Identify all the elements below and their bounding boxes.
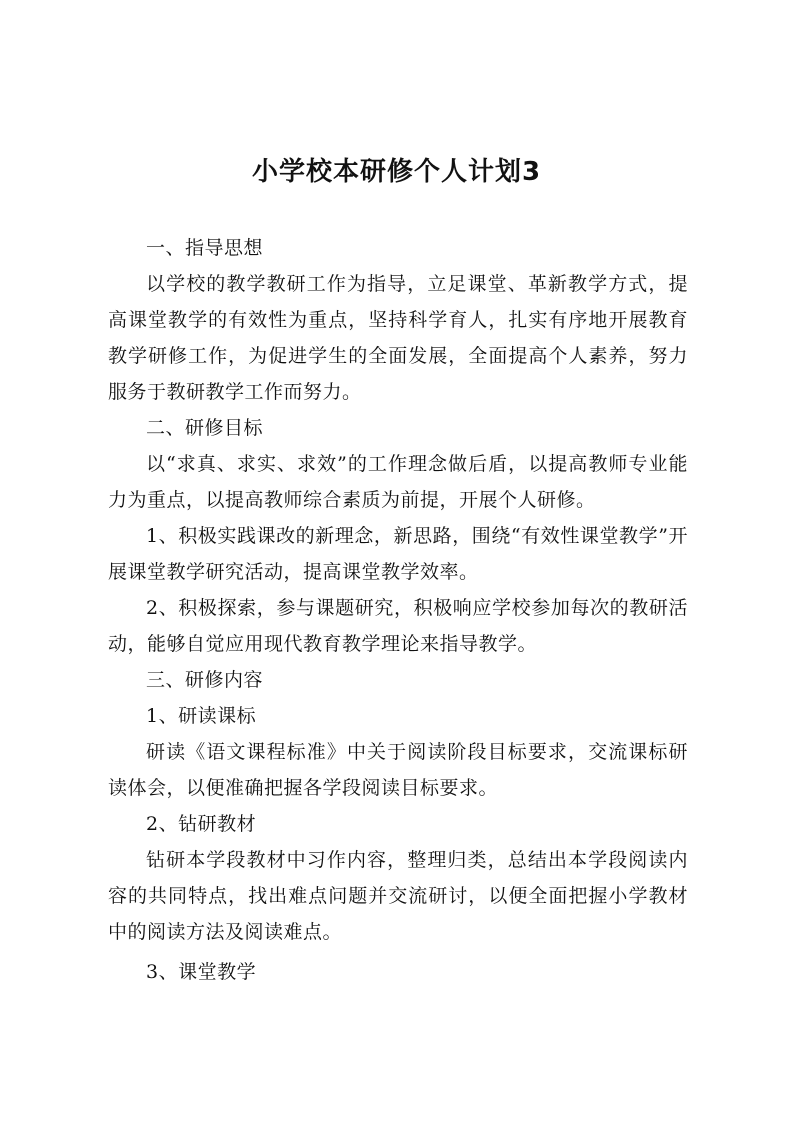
paragraph-study-textbooks: 钻研本学段教材中习作内容，整理归类，总结出本学段阅读内容的共同特点，找出难点问题并交流研讨，以便全面把握小学教材中的阅读方法及阅读难点。 [108,849,688,943]
paragraph-training-goals: 以“求真、求实、求效”的工作理念做后盾，以提高教师专业能力为重点，以提高教师综合素质为前提，开展个人研修。 [108,453,688,511]
paragraph-study-curriculum-standards: 研读《语文课程标准》中关于阅读阶段目标要求，交流课标研读体会，以便准确把握各学段阅读目标要求。 [108,741,688,799]
document-title: 小学校本研修个人计划3 [251,157,542,187]
paragraph-guiding-ideology: 以学校的教学教研工作为指导，立足课堂、革新教学方式，提高课堂教学的有效性为重点，坚持科学育人，扎实有序地开展教育教学研修工作，为促进学生的全面发展，全面提高个人素养，努力服务于教研教学工作而努力。 [108,273,688,403]
subheading-study-textbooks: 2、钻研教材 [146,813,257,835]
document-body [108,230,688,990]
paragraph-goal-1: 1、积极实践课改的新理念，新思路，围绕“有效性课堂教学”开展课堂教学研究活动，提高课堂教学效率。 [108,525,688,583]
subheading-classroom-teaching: 3、课堂教学 [146,961,257,983]
subheading-study-curriculum-standards: 1、研读课标 [146,705,257,727]
paragraph-goal-2: 2、积极探索，参与课题研究，积极响应学校参加每次的教研活动，能够自觉应用现代教育教学理论来指导教学。 [108,597,688,655]
section-heading-training-goals: 二、研修目标 [146,417,264,439]
section-heading-training-content: 三、研修内容 [146,669,264,691]
section-heading-guiding-ideology: 一、指导思想 [146,237,264,259]
